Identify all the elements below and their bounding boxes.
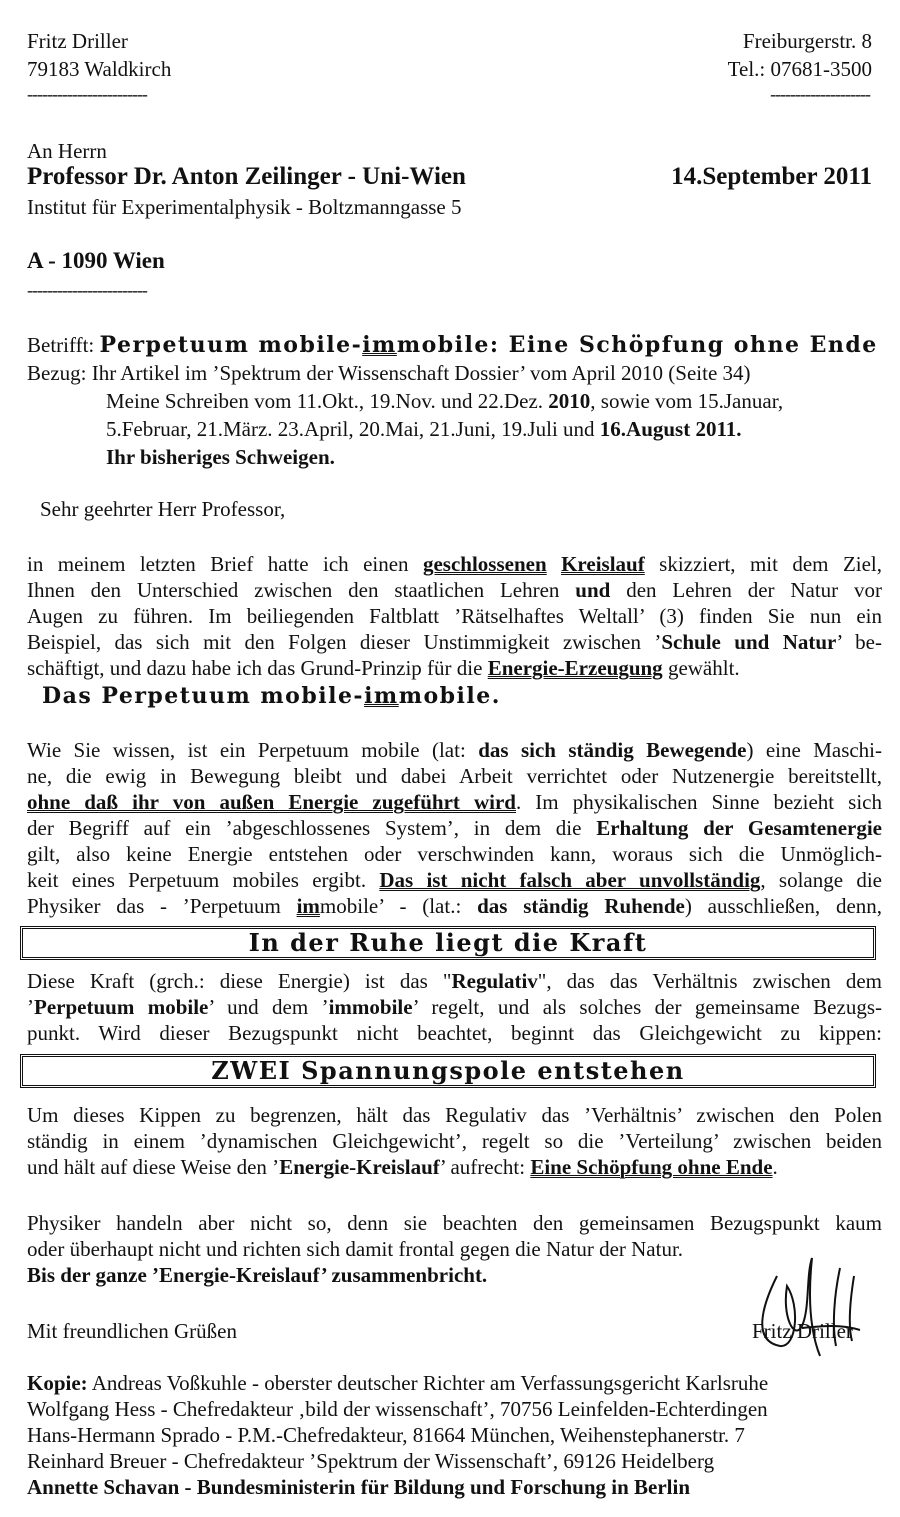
ruhe-kraft-box: In der Ruhe liegt die Kraft	[20, 926, 876, 960]
subject-label: Betrifft:	[27, 333, 95, 357]
signature-name: Fritz Driller	[752, 1319, 853, 1343]
para3-line-3: punkt. Wird dieser Bezugspunkt nicht beachtet, beginnt das Gleichgewicht zu kippen:	[27, 1021, 882, 1045]
para2-line-2: ne, die ewig in Bewegung bleibt und dabei Arbeit verrichtet oder Nutzenergie bereitstellt,	[27, 764, 882, 788]
recipient-institute: Institut für Experimentalphysik - Boltzmanngasse 5	[27, 195, 462, 219]
copy-line-1: Kopie: Andreas Voßkuhle - oberster deutscher Richter am Verfassungsgericht Karlsruhe	[27, 1371, 769, 1395]
reference-line-2: Meine Schreiben vom 11.Okt., 19.Nov. und 22.Dez. 2010, sowie vom 15.Januar,	[106, 389, 784, 413]
sender-rule-left: ------------------------	[27, 84, 147, 104]
para4-line-1: Um dieses Kippen zu begrenzen, hält das Regulativ das ’Verhältnis’ zwischen den Polen	[27, 1103, 882, 1127]
greeting: Sehr geehrter Herr Professor,	[40, 497, 286, 521]
para5-line-2: oder überhaupt nicht und richten sich damit frontal gegen die Natur der Natur.	[27, 1237, 684, 1261]
para1-line-2: Ihnen den Unterschied zwischen den staatlichen Lehren und den Lehren der Natur vor	[27, 578, 883, 602]
sender-street: Freiburgerstr. 8	[742, 29, 872, 53]
sender-name: Fritz Driller	[27, 29, 128, 53]
sender-rule-right: --------------------	[770, 84, 870, 104]
recipient-rule: ------------------------	[27, 280, 147, 300]
reference-line-1: Bezug: Ihr Artikel im ’Spektrum der Wissenschaft Dossier’ vom April 2010 (Seite 34)	[27, 361, 751, 385]
para3-line-2: ’Perpetuum mobile’ und dem ’immobile’ regelt, und als solches der gemeinsame Bezugs-	[27, 995, 882, 1019]
reference-line-4: Ihr bisheriges Schweigen.	[106, 445, 335, 469]
closing: Mit freundlichen Grüßen	[27, 1319, 237, 1343]
subject-text: Perpetuum mobile-immobile: Eine Schöpfung ohne Ende	[99, 332, 878, 358]
para4-line-2: ständig in einem ’dynamischen Gleichgewicht’, regelt so die ’Verteilung’ zwischen beiden	[27, 1129, 882, 1153]
para1-line-4: Beispiel, das sich mit den Folgen dieser Unstimmigkeit zwischen ’Schule und Natur’ be-	[27, 630, 882, 654]
para1-line-1: in meinem letzten Brief hatte ich einen geschlossenen Kreislauf skizziert, mit dem Ziel,	[27, 552, 883, 576]
para2-line-1: Wie Sie wissen, ist ein Perpetuum mobile (lat: das sich ständig Bewegende) eine Maschi-	[27, 738, 883, 762]
letter-date: 14.September 2011	[671, 163, 872, 190]
recipient-city: A - 1090 Wien	[27, 248, 165, 273]
copy-line-5: Annette Schavan - Bundesministerin für Bildung und Forschung in Berlin	[27, 1475, 691, 1499]
reference-label: Bezug:	[27, 361, 87, 385]
sender-city: 79183 Waldkirch	[27, 57, 172, 81]
copy-line-2: Wolfgang Hess - Chefredakteur ‚bild der wissenschaft’, 70756 Leinfelden-Echterdingen	[27, 1397, 768, 1421]
handwritten-signature	[742, 1246, 882, 1366]
perpetuum-heading: Das Perpetuum mobile-immobile.	[42, 683, 501, 709]
subject-line	[27, 332, 882, 358]
para2-line-7: Physiker das - ’Perpetuum immobile’ - (lat.: das ständig Ruhende) ausschließen, denn,	[27, 894, 883, 918]
para1-line-3: Augen zu führen. Im beiliegenden Faltblatt ’Rätselhaftes Weltall’ (3) finden Sie nun ein	[27, 604, 882, 628]
para3-line-1: Diese Kraft (grch.: diese Energie) ist das "Regulativ", das das Verhältnis zwischen dem	[27, 969, 882, 993]
sender-phone: Tel.: 07681-3500	[727, 57, 872, 81]
para4-line-3: und hält auf diese Weise den ’Energie-Kreislauf’ aufrecht: Eine Schöpfung ohne Ende.	[27, 1155, 778, 1179]
copy-line-3: Hans-Hermann Sprado - P.M.-Chefredakteur, 81664 München, Weihenstephanerstr. 7	[27, 1423, 745, 1447]
para5-line-3: Bis der ganze ’Energie-Kreislauf’ zusammenbricht.	[27, 1263, 488, 1287]
recipient-salutation: An Herrn	[27, 139, 107, 163]
para5-line-1: Physiker handeln aber nicht so, denn sie beachten den gemeinsamen Bezugspunkt kaum	[27, 1211, 882, 1235]
recipient-name: Professor Dr. Anton Zeilinger - Uni-Wien	[27, 163, 466, 190]
para1-line-5: schäftigt, und dazu habe ich das Grund-Prinzip für die Energie-Erzeugung gewählt.	[27, 656, 740, 680]
spannungspole-box: ZWEI Spannungspole entstehen	[20, 1054, 876, 1088]
copy-line-4: Reinhard Breuer - Chefredakteur ’Spektrum der Wissenschaft’, 69126 Heidelberg	[27, 1449, 715, 1473]
para2-line-4: der Begriff auf ein ’abgeschlossenes System’, in dem die Erhaltung der Gesamtenergie	[27, 816, 882, 840]
para2-line-5: gilt, also keine Energie entstehen oder verschwinden kann, woraus sich die Unmöglich-	[27, 842, 882, 866]
para2-line-6: keit eines Perpetuum mobiles ergibt. Das ist nicht falsch aber unvollständig, solange die	[27, 868, 883, 892]
reference-line-3: 5.Februar, 21.März. 23.April, 20.Mai, 21.Juni, 19.Juli und 16.August 2011.	[106, 417, 742, 441]
para2-line-3: ohne daß ihr von außen Energie zugeführt wird. Im physikalischen Sinne bezieht sich	[27, 790, 883, 814]
